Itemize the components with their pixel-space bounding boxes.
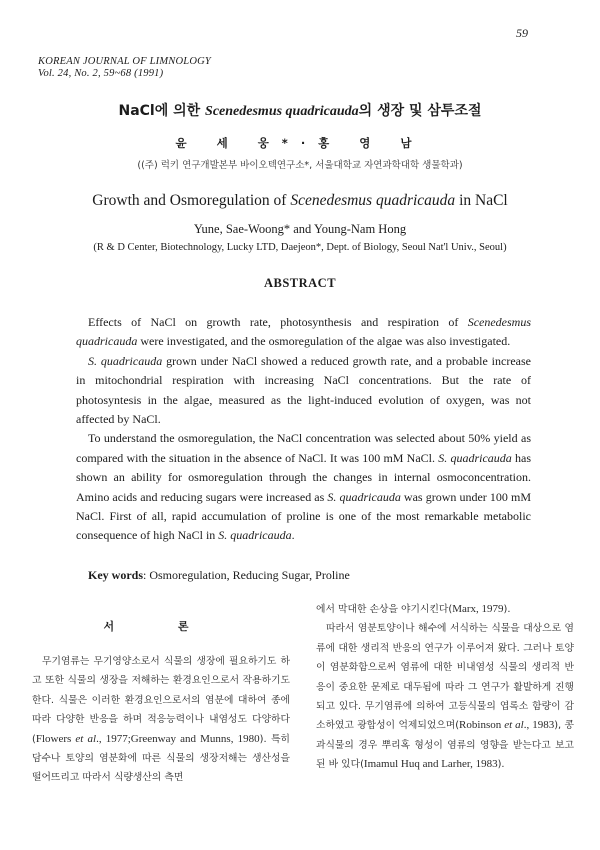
korean-title-post: 의 생장 및 삼투조절	[358, 103, 482, 119]
intro-text: ), 콩과식물의 경우 뿌리혹 형성이 염류의 영향을 받는다고 보고된 바 있다(	[316, 720, 574, 771]
journal-name: KOREAN JOURNAL OF LIMNOLOGY	[38, 56, 211, 67]
citation: ., 1977;Greenway and Munns, 1980	[96, 732, 260, 745]
abstract-text: grown under NaCl showed a reduced growth rate, and a probable increase in mitochondrial respiration with increasing NaCl concentrations. But the rate of photosyntesis in the algae, measured as the light-induced evolution of oxygen, was not affected by NaCl.	[76, 353, 531, 427]
korean-authors: 윤 세 웅*·홍 영 남	[175, 136, 425, 150]
species-name: S. quadricauda	[218, 528, 292, 543]
english-title-species: Scenedesmus quadricauda	[290, 192, 456, 209]
keywords-text: : Osmoregulation, Reducing Sugar, Proline	[143, 568, 350, 582]
species-name: S. quadricauda	[327, 489, 401, 504]
abstract-text: has shown an ability for osmoregulation through the changes in internal osmoconcentration. Amino acids and reducing sugars were increased as	[76, 450, 531, 504]
abstract-text: were investigated, and the osmoregulation of the algae was also investigated.	[137, 334, 511, 349]
intro-text: 따라서 염분토양이나 해수에 서식하는 식물을 대상으로 염류에 대한 생리적 반응의 연구가 이루어져 왔다. 그러나 토양이 염분화함으로써 염류에 대한 비내염성 식물의 생리적 반응이 중요한 문제로 대두됨에 따라 그 연구가 활발하게 진행되고 있다. 무기염류에 의하여 고등식물의 엽록소 함량이 감소하였고 광합성이 억제되었으며(	[316, 623, 574, 732]
intro-text: ).	[497, 759, 505, 771]
intro-text: ). 특히 담수나 토양의 염분화에 따른 식물의 생장저해는 생산성을 떨어뜨리고 따라서 식량생산의 측면	[32, 733, 291, 784]
english-title-post: in NaCl	[455, 192, 508, 209]
abstract-text: .	[291, 528, 295, 543]
abstract-paragraph	[76, 352, 531, 430]
abstract-paragraph	[76, 429, 531, 545]
intro-text: ).	[503, 604, 511, 615]
korean-affiliation: ((주) 럭키 연구개발본부 바이오텍연구소*, 서울대학교 자연과학대학 생물학과)	[137, 160, 463, 171]
introduction-heading: 서 론	[103, 620, 219, 633]
english-title-pre: Growth and Osmoregulation of	[92, 192, 291, 209]
abstract-text: To understand the osmoregulation, the NaCl concentration was selected about 50% yield as compared with the situation in the absence of NaCl. It was 100 mM NaCl.	[76, 431, 531, 465]
journal-header	[38, 56, 211, 80]
species-name: S. quadricauda	[438, 450, 512, 465]
left-column	[32, 652, 290, 788]
citation: Imamul Huq and Larher, 1983	[363, 758, 498, 771]
korean-title	[0, 100, 600, 120]
intro-paragraph	[316, 600, 574, 619]
right-column	[316, 600, 574, 775]
citation: Marx, 1979	[452, 603, 504, 615]
page-number: 59	[516, 26, 528, 40]
korean-title-species: Scenedesmus quadricauda	[205, 104, 359, 119]
intro-text: 무기염류는 무기영양소로서 식물의 생장에 필요하기도 하고 또한 식물의 생장을 저해하는 환경요인으로서 작용하기도 한다. 식물은 이러한 환경요인으로서의 염분에 대하여 종에 따라 다양한 반응을 하며 적응능력이나 내염성도 다양하다(	[32, 656, 290, 745]
keywords-label: Key words	[88, 568, 143, 582]
abstract-text: was grown under 100 mM NaCl. First of all, rapid accumulation of proline is one of the most remarkable metabolic consequence of high NaCl in	[76, 489, 531, 543]
citation-etal: et al	[75, 732, 97, 745]
english-title	[0, 192, 600, 210]
korean-title-pre: NaCl에 의한	[118, 103, 206, 119]
abstract-text: Effects of NaCl on growth rate, photosynthesis and respiration of	[88, 315, 468, 329]
intro-paragraph	[316, 619, 574, 774]
species-name: Scenedesmus quadricauda	[76, 315, 531, 349]
intro-text: 에서 막대한 손상을 야기시킨다(	[316, 604, 453, 615]
citation: Robinson	[459, 719, 505, 732]
species-name: S. quadricauda	[88, 353, 163, 368]
journal-volume: Vol. 24, No. 2, 59~68 (1991)	[38, 68, 164, 79]
intro-paragraph	[32, 652, 290, 788]
keywords	[88, 568, 350, 583]
abstract-heading: ABSTRACT	[263, 276, 337, 290]
citation: Flowers	[35, 732, 76, 745]
english-affiliation: (R & D Center, Biotechnology, Lucky LTD, Daejeon*, Dept. of Biology, Seoul Nat'l Univ., Seoul)	[93, 242, 507, 253]
english-authors: Yune, Sae-Woong* and Young-Nam Hong	[193, 222, 407, 236]
abstract-body	[76, 313, 531, 546]
citation: ., 1983	[523, 719, 555, 732]
citation-etal: et al	[504, 719, 524, 732]
abstract-paragraph	[76, 313, 531, 352]
